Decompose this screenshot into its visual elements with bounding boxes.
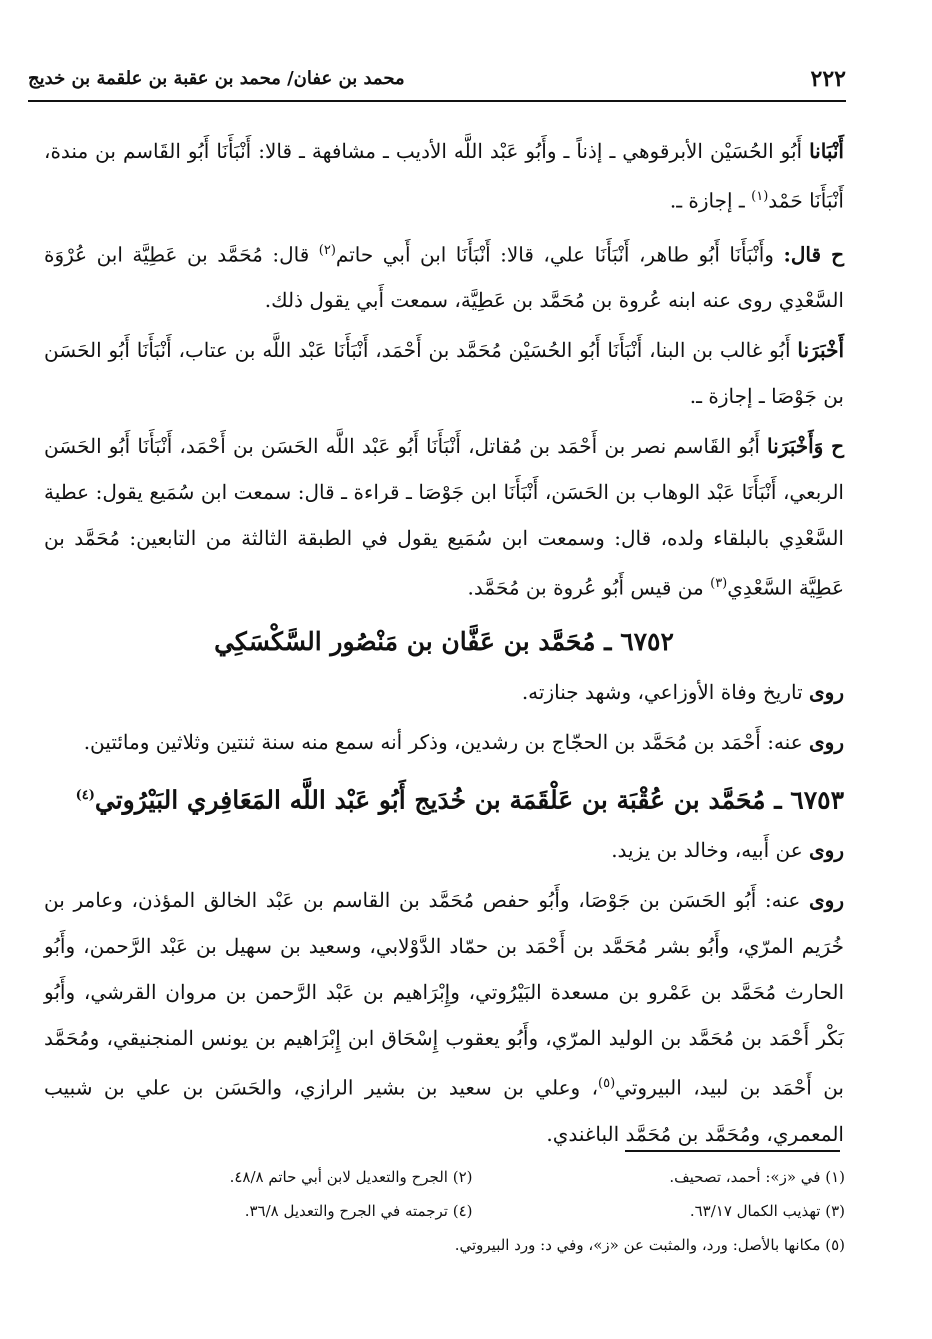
footnote-divider	[625, 1150, 840, 1152]
paragraph-lead: أَنْبَانا	[809, 139, 844, 163]
entry-title-text: ٦٧٥٣ ـ مُحَمَّد بن عُقْبَة بن عَلْقَمَة بن خُدَيج أَبُو عَبْد اللَّه المَعَافِري البَيْرُوتي	[94, 785, 844, 815]
running-head: محمد بن عفان/ محمد بن عقبة بن علقمة بن خديج	[28, 68, 405, 89]
paragraph-lead: روى	[809, 888, 844, 913]
footnote-row	[100, 1160, 845, 1194]
paragraph	[44, 423, 844, 611]
paragraph-text: عن أَبيه، وخالد بن يزيد.	[611, 838, 810, 863]
paragraph	[44, 719, 844, 765]
footnote-3: (٣) تهذيب الكمال ٦٣/١٧.	[689, 1202, 845, 1220]
paragraph-lead: ح وَأَخْبَرَنا	[767, 434, 844, 459]
paragraph-tail: ، وعلي بن سعيد بن بشير الرازي، والحَسَن بن علي بن شبيب المعمري، ومُحَمَّد بن مُحَمَّد الباغندي.	[44, 1075, 844, 1146]
paragraph	[44, 228, 844, 324]
footnote-ref: (٥)	[598, 1076, 616, 1092]
paragraph	[44, 827, 844, 873]
page-header	[28, 60, 846, 102]
footnote-4: (٤) ترجمته في الجرح والتعديل ٣٦/٨.	[244, 1202, 473, 1220]
entry-title: ٦٧٥٢ ـ مُحَمَّد بن عَفَّان بن مَنْصُور السَّكْسَكِي	[214, 626, 674, 656]
paragraph	[44, 327, 844, 419]
paragraph-text: عنه: أَحْمَد بن مُحَمَّد بن الحجّاج بن رشدين، وذكر أنه سمع منه سنة ثنتين وثلاثين ومائتين.	[83, 729, 810, 754]
paragraph-tail: قال: مُحَمَّد بن عَطِيَّة ابن عُرْوَة السَّعْدِي روى عنه ابنه عُروة بن مُحَمَّد بن عَطِيَّة، سمعت أَبي يقول ذلك.	[44, 242, 844, 313]
footnote-ref: (٢)	[318, 242, 336, 258]
footnote-ref: (٣)	[710, 576, 728, 592]
paragraph-lead: روى	[809, 838, 844, 863]
paragraph-lead: ح قال:	[783, 242, 844, 267]
entry-title	[44, 771, 844, 825]
paragraph-text: أَبُو القَاسم نصر بن أَحْمَد بن مُقاتل، أَنْبَأَنَا أَبُو عَبْد اللَّه الحَسَن بن أَحْمَد، أَنْبَأَنَا أَبُو الحَسَن الربعي، أَنْبَأَنَا عَبْد الوهاب بن الحَسَن، أَنْبَأَنَا ابن جَوْصَا ـ قراءة ـ قال: سمعت ابن سُمَيع يقول: عطية السَّعْدِي بالبلقاء ولده، قال: وسمعت ابن سُمَيع يقول في الطبقة الثالثة من التابعين: مُحَمَّد بن عَطِيَّة السَّعْدِي	[44, 434, 844, 600]
paragraph-lead: روى	[809, 729, 844, 754]
paragraph	[44, 669, 844, 715]
paragraph-text: أَبُو الحُسَيْن الأبرقوهي ـ إذناً ـ وأَبُو عَبْد اللَّه الأديب ـ مشافهة ـ قالا: أَنْبَأَنَا أَبُو القَاسم بن مندة، أَنْبَأَنَا حَمْد	[44, 139, 844, 213]
page-body	[44, 128, 844, 1161]
paragraph-text: أَبُو غالب بن البنا، أَنْبَأَنَا أَبُو الحُسَيْن مُحَمَّد بن أَحْمَد، أَنْبَأَنَا عَبْد اللَّه بن عتاب، أَنْبَأَنَا أَبُو الحَسَن بن جَوْصَا ـ إجازة ـ.	[44, 338, 844, 409]
footnote-row	[100, 1194, 845, 1228]
paragraph-tail: ـ إجازة ـ.	[669, 188, 752, 213]
page-number: ٢٢٢	[810, 66, 846, 92]
paragraph-text: عنه: أَبُو الحَسَن بن جَوْصَا، وأَبُو حفص مُحَمَّد بن القاسم بن عَبْد الخالق المؤذن، وعامر بن خُرَيم المرّي، وأَبُو بشر مُحَمَّد بن أَحْمَد بن حمّاد الدَّوْلابي، وسعيد بن سهيل بن عَبْد الرَّحمن، وأَبُو الحارث مُحَمَّد بن عَمْرو بن مسعدة البَيْرُوتي، وإِبْرَاهيم بن عَبْد الرَّحمن بن مروان القرشي، وأَبُو بَكْر أَحْمَد بن مُحَمَّد بن الوليد المرّي، وأَبُو يعقوب إِسْحَاق ابن إِبْرَاهيم بن يونس المنجنيقي، ومُحَمَّد بن أَحْمَد بن لبيد، البيروتي	[44, 888, 845, 1100]
paragraph-text: تاريخ وفاة الأوزاعي، وشهد جنازته.	[521, 679, 810, 704]
footnote-1: (١) في «ز»: أحمد، تصحيف.	[669, 1168, 845, 1186]
footnote-2: (٢) الجرح والتعديل لابن أبي حاتم ٤٨/٨.	[229, 1168, 473, 1186]
footnote-ref: (١)	[751, 189, 769, 204]
paragraph-tail: من قيس أَبُو عُروة بن مُحَمَّد.	[467, 575, 711, 600]
paragraph	[44, 128, 844, 224]
footnotes	[100, 1160, 845, 1262]
paragraph-text: وأَنْبَأَنَا أَبُو طاهر، أَنْبَأَنَا علي، قالا: أَنْبَأَنَا ابن أَبي حاتم	[335, 242, 784, 267]
paragraph	[44, 877, 844, 1157]
paragraph-lead: أَخْبَرَنا	[797, 338, 844, 363]
paragraph-lead: روى	[809, 679, 844, 704]
footnote-5: (٥) مكانها بالأصل: ورد، والمثبت عن «ز»، وفي د: ورد البيروتي.	[454, 1236, 845, 1254]
footnote-ref: (٤)	[75, 787, 95, 803]
